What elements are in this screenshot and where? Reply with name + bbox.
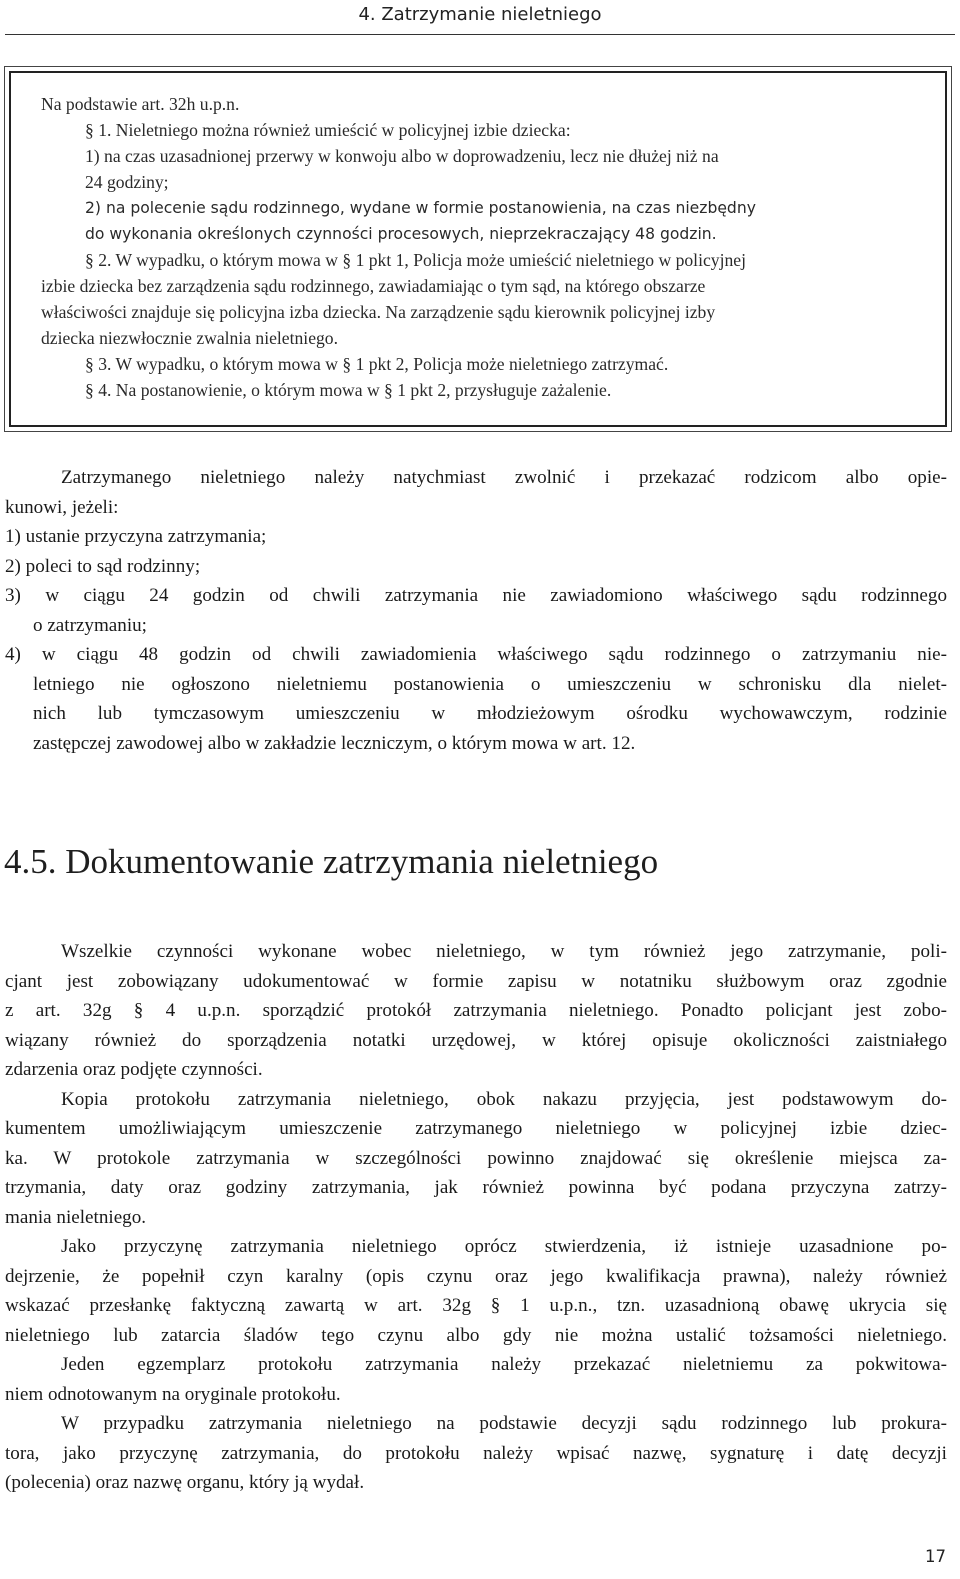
body-line: cjant jest zobowiązany udokumentować w formie zapisu w notatniku służbowym oraz zgodnie (5, 970, 947, 992)
statute-point-2-cont: do wykonania określonych czynności procesowych, nieprzekraczający 48 godzin. (85, 225, 717, 243)
statute-quote-text (41, 91, 921, 403)
statute-paragraph-1: § 1. Nieletniego można również umieścić w policyjnej izbie dziecka: (85, 120, 571, 140)
body-line: Zatrzymanego nieletniego należy natychmiast zwolnić i przekazać rodzicom albo opie- (61, 467, 947, 488)
statute-point-1: 1) na czas uzasadnionej przerwy w konwoju albo w doprowadzeniu, lecz nie dłużej niż na (85, 146, 719, 166)
release-conditions-block (5, 463, 947, 758)
list-item-cont: zastępczej zawodowej albo w zakładzie leczniczym, o którym mowa w art. 12. (33, 732, 636, 754)
body-line: Wszelkie czynności wykonane wobec nieletniego, w tym również jego zatrzymanie, poli- (61, 941, 947, 962)
body-line: trzymania, daty oraz godziny zatrzymania, jak również powinna być podana przyczyna zatrzy- (5, 1177, 947, 1198)
statute-paragraph-2-cont: izbie dziecka bez zarządzenia sądu rodzinnego, zawiadamiając o tym sąd, na którego obszarze (41, 276, 706, 296)
list-item-cont: letniego nie ogłoszono nieletniemu postanowienia o umieszczeniu w schronisku dla nielet- (33, 673, 947, 695)
body-line: dejrzenie, że popełnił czyn karalny (opis czynu oraz jego kwalifikacja prawna), należy również (5, 1265, 947, 1287)
body-line: wskazać przesłankę faktyczną zawartą w art. 32g § 1 u.p.n., tzn. uzasadnioną obawę ukrycia się (5, 1295, 947, 1316)
section-heading: 4.5. Dokumentowanie zatrzymania nieletniego (4, 842, 659, 881)
statute-point-2: 2) na polecenie sądu rodzinnego, wydane w formie postanowienia, na czas niezbędny (85, 199, 756, 217)
body-line: kunowi, jeżeli: (5, 496, 119, 518)
statute-paragraph-3: § 3. W wypadku, o którym mowa w § 1 pkt 2, Policja może nieletniego zatrzymać. (85, 354, 669, 374)
statute-source-line: Na podstawie art. 32h u.p.n. (41, 94, 240, 114)
page-number: 17 (925, 1547, 946, 1566)
body-line: tora, jako przyczynę zatrzymania, do protokołu należy wpisać nazwę, sygnaturę i datę decyzji (5, 1442, 947, 1464)
body-line: mania nieletniego. (5, 1206, 147, 1228)
statute-paragraph-2: § 2. W wypadku, o którym mowa w § 1 pkt 1, Policja może umieścić nieletniego w policyjnej (85, 250, 746, 270)
statute-paragraph-2-cont: dziecka niezwłocznie zwalnia nieletniego. (41, 328, 338, 348)
statute-paragraph-4: § 4. Na postanowienie, o którym mowa w § 1 pkt 2, przysługuje zażalenie. (85, 380, 612, 400)
body-line: Jako przyczynę zatrzymania nieletniego oprócz stwierdzenia, iż istnieje uzasadnione po- (61, 1236, 947, 1257)
body-line: ka. W protokole zatrzymania w szczególności powinno znajdować się określenie miejsca za- (5, 1147, 947, 1169)
statute-point-1-cont: 24 godziny; (85, 172, 169, 192)
list-item-cont: o zatrzymaniu; (33, 614, 147, 636)
body-line: (polecenia) oraz nazwę organu, który ją wydał. (5, 1472, 365, 1493)
documentation-block (5, 937, 947, 1498)
body-line: W przypadku zatrzymania nieletniego na podstawie decyzji sądu rodzinnego lub prokura- (61, 1413, 947, 1434)
body-line: nieletniego lub zatarcia śladów tego czynu albo gdy nie można ustalić tożsamości nieletniego. (5, 1324, 947, 1346)
body-line: wiązany również do sporządzenia notatki urzędowej, w której opisuje okoliczności zaistniałego (5, 1029, 947, 1051)
statute-quote-box (4, 66, 952, 432)
body-line: Kopia protokołu zatrzymania nieletniego, obok nakazu przyjęcia, jest podstawowym do- (61, 1088, 947, 1110)
running-header: 4. Zatrzymanie nieletniego (358, 4, 602, 25)
statute-paragraph-2-cont: właściwości znajduje się policyjna izba dziecka. Na zarządzenie sądu kierownik policyjnej izby (41, 302, 716, 322)
list-item: 2) poleci to sąd rodzinny; (5, 555, 201, 577)
body-line: zdarzenia oraz podjęte czynności. (5, 1059, 263, 1080)
list-item: 1) ustanie przyczyna zatrzymania; (5, 526, 267, 547)
header-divider (5, 34, 955, 35)
list-item: 4) w ciągu 48 godzin od chwili zawiadomienia właściwego sądu rodzinnego o zatrzymaniu nie- (5, 644, 947, 665)
list-item-cont: nich lub tymczasowym umieszczeniu w młodzieżowym ośrodku wychowawczym, rodzinie (33, 703, 947, 724)
body-line: Jeden egzemplarz protokołu zatrzymania należy przekazać nieletniemu za pokwitowa- (61, 1354, 947, 1375)
body-line: kumentem umożliwiającym umieszczenie zatrzymanego nieletniego w policyjnej izbie dziec- (5, 1118, 947, 1139)
body-line: z art. 32g § 4 u.p.n. sporządzić protokół zatrzymania nieletniego. Ponadto policjant jest zobo- (5, 1000, 947, 1021)
list-item: 3) w ciągu 24 godzin od chwili zatrzymania nie zawiadomiono właściwego sądu rodzinnego (5, 585, 947, 606)
body-line: niem odnotowanym na oryginale protokołu. (5, 1383, 341, 1405)
